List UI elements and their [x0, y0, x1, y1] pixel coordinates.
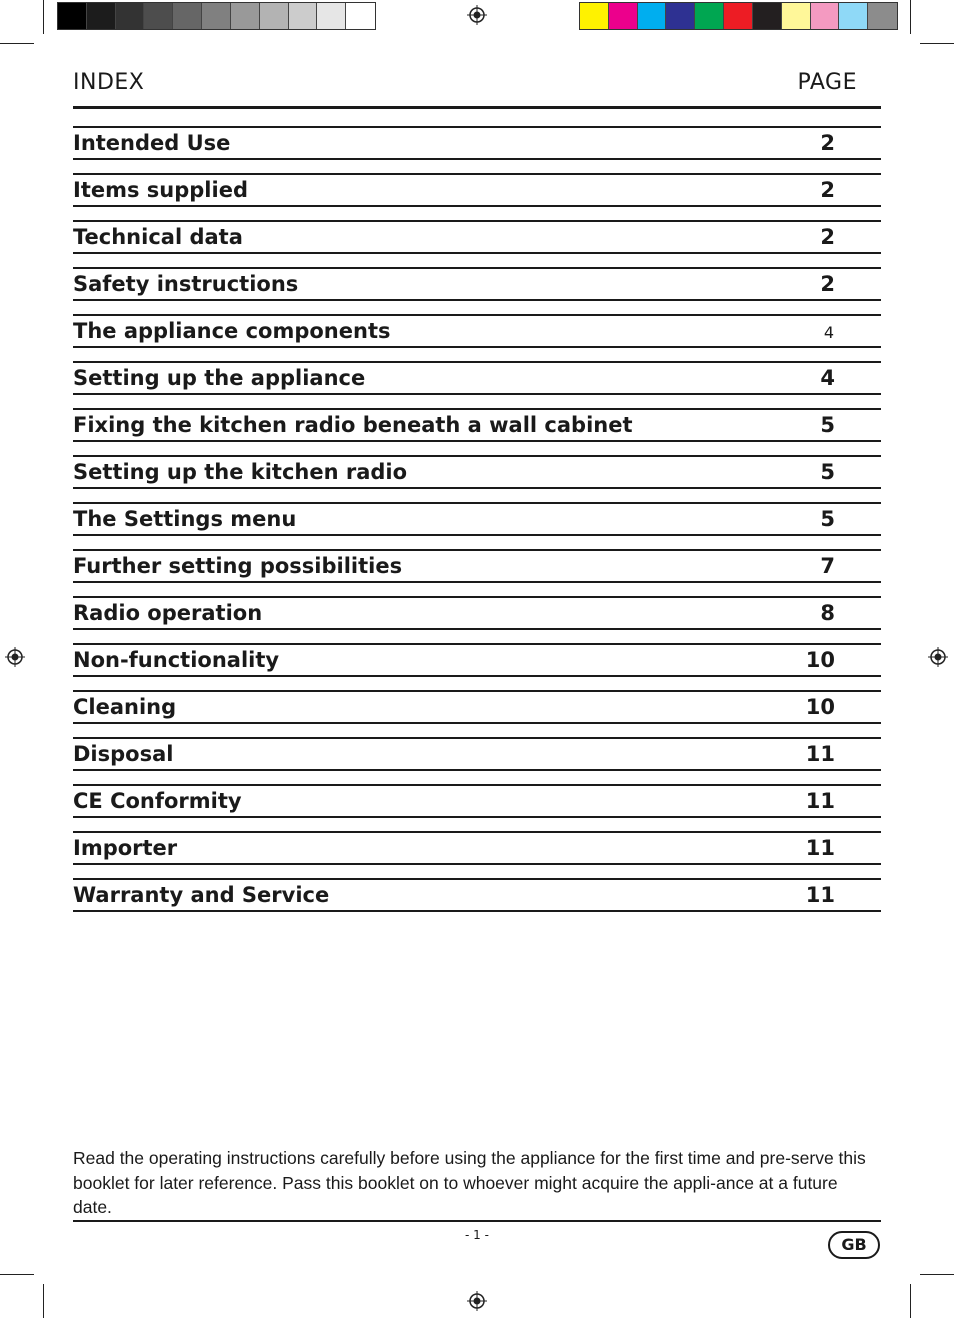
gray-swatch — [260, 3, 289, 29]
crop-mark-tl-h — [0, 43, 34, 44]
gray-swatch — [289, 3, 318, 29]
entry-page-number: 11 — [805, 789, 835, 813]
entry-label: Items supplied — [73, 178, 248, 202]
color-swatch — [753, 3, 782, 29]
crop-mark-br-v — [910, 1284, 911, 1318]
crop-mark-bl-v — [43, 1284, 44, 1318]
crop-mark-bl-h — [0, 1274, 34, 1275]
gray-swatch — [144, 3, 173, 29]
entry-page-number: 2 — [820, 178, 835, 202]
entry-page-number: 5 — [820, 507, 835, 531]
index-list — [73, 126, 881, 925]
index-entry[interactable] — [73, 314, 881, 348]
color-swatch — [580, 3, 609, 29]
process-color-bar — [579, 2, 898, 30]
entry-label: Safety instructions — [73, 272, 299, 296]
color-swatch — [839, 3, 868, 29]
color-swatch — [811, 3, 840, 29]
gray-swatch — [116, 3, 145, 29]
entry-page-number: 10 — [805, 648, 835, 672]
color-swatch — [724, 3, 753, 29]
entry-page-number: 4 — [823, 323, 834, 342]
gray-swatch — [317, 3, 346, 29]
entry-label: Warranty and Service — [73, 883, 330, 907]
entry-page-number: 4 — [820, 366, 835, 390]
entry-page-number: 2 — [820, 225, 835, 249]
entry-label: Disposal — [73, 742, 174, 766]
entry-page-number: 5 — [820, 460, 835, 484]
gray-swatch — [58, 3, 87, 29]
gray-swatch — [202, 3, 231, 29]
registration-mark-bottom-icon — [467, 1291, 487, 1311]
entry-page-number: 2 — [820, 131, 835, 155]
index-header — [73, 70, 881, 109]
entry-page-number: 7 — [820, 554, 835, 578]
page-column-label: PAGE — [797, 70, 857, 95]
color-swatch — [638, 3, 667, 29]
index-entry[interactable] — [73, 455, 881, 489]
entry-label: The Settings menu — [73, 507, 297, 531]
gray-swatch — [87, 3, 116, 29]
index-entry[interactable] — [73, 690, 881, 724]
entry-label: CE Conformity — [73, 789, 242, 813]
index-entry[interactable] — [73, 408, 881, 442]
index-entry[interactable] — [73, 643, 881, 677]
index-entry[interactable] — [73, 502, 881, 536]
gray-swatch — [346, 3, 375, 29]
index-entry[interactable] — [73, 267, 881, 301]
entry-page-number: 5 — [820, 413, 835, 437]
entry-page-number: 11 — [805, 883, 835, 907]
index-entry[interactable] — [73, 596, 881, 630]
index-title: INDEX — [73, 70, 145, 95]
index-entry[interactable] — [73, 737, 881, 771]
color-swatch — [695, 3, 724, 29]
index-entry[interactable] — [73, 126, 881, 160]
entry-label: Technical data — [73, 225, 243, 249]
index-entry[interactable] — [73, 831, 881, 865]
entry-page-number: 11 — [805, 836, 835, 860]
grayscale-color-bar — [57, 2, 376, 30]
entry-label: The appliance components — [73, 319, 391, 343]
entry-label: Further setting possibilities — [73, 554, 403, 578]
entry-label: Non-functionality — [73, 648, 280, 672]
entry-label: Setting up the appliance — [73, 366, 366, 390]
index-entry[interactable] — [73, 220, 881, 254]
registration-mark-right-icon — [928, 647, 948, 667]
index-entry[interactable] — [73, 173, 881, 207]
crop-mark-tl-v — [43, 0, 44, 34]
entry-label: Cleaning — [73, 695, 177, 719]
index-entry[interactable] — [73, 784, 881, 818]
entry-page-number: 2 — [820, 272, 835, 296]
crop-mark-tr-h — [920, 43, 954, 44]
index-entry[interactable] — [73, 361, 881, 395]
crop-mark-tr-v — [910, 0, 911, 34]
crop-mark-br-h — [920, 1274, 954, 1275]
language-badge: GB — [828, 1231, 880, 1259]
page-number: - 1 - — [465, 1228, 489, 1242]
color-swatch — [609, 3, 638, 29]
entry-page-number: 8 — [820, 601, 835, 625]
entry-label: Fixing the kitchen radio beneath a wall cabinet — [73, 413, 633, 437]
instructions-note: Read the operating instructions carefully before using the appliance for the first time and pre-serve this booklet for later reference. Pass this booklet on to whoever might acquire the appli-ance at a future date. — [73, 1148, 866, 1217]
registration-mark-left-icon — [5, 647, 25, 667]
index-entry[interactable] — [73, 549, 881, 583]
color-swatch — [666, 3, 695, 29]
color-swatch — [782, 3, 811, 29]
gray-swatch — [231, 3, 260, 29]
entry-page-number: 11 — [805, 742, 835, 766]
index-entry[interactable] — [73, 878, 881, 912]
gray-swatch — [173, 3, 202, 29]
entry-page-number: 10 — [805, 695, 835, 719]
color-swatch — [868, 3, 897, 29]
entry-label: Importer — [73, 836, 178, 860]
registration-mark-top-icon — [467, 5, 487, 25]
entry-label: Intended Use — [73, 131, 231, 155]
entry-label: Setting up the kitchen radio — [73, 460, 408, 484]
footer-divider — [73, 1220, 881, 1222]
entry-label: Radio operation — [73, 601, 263, 625]
